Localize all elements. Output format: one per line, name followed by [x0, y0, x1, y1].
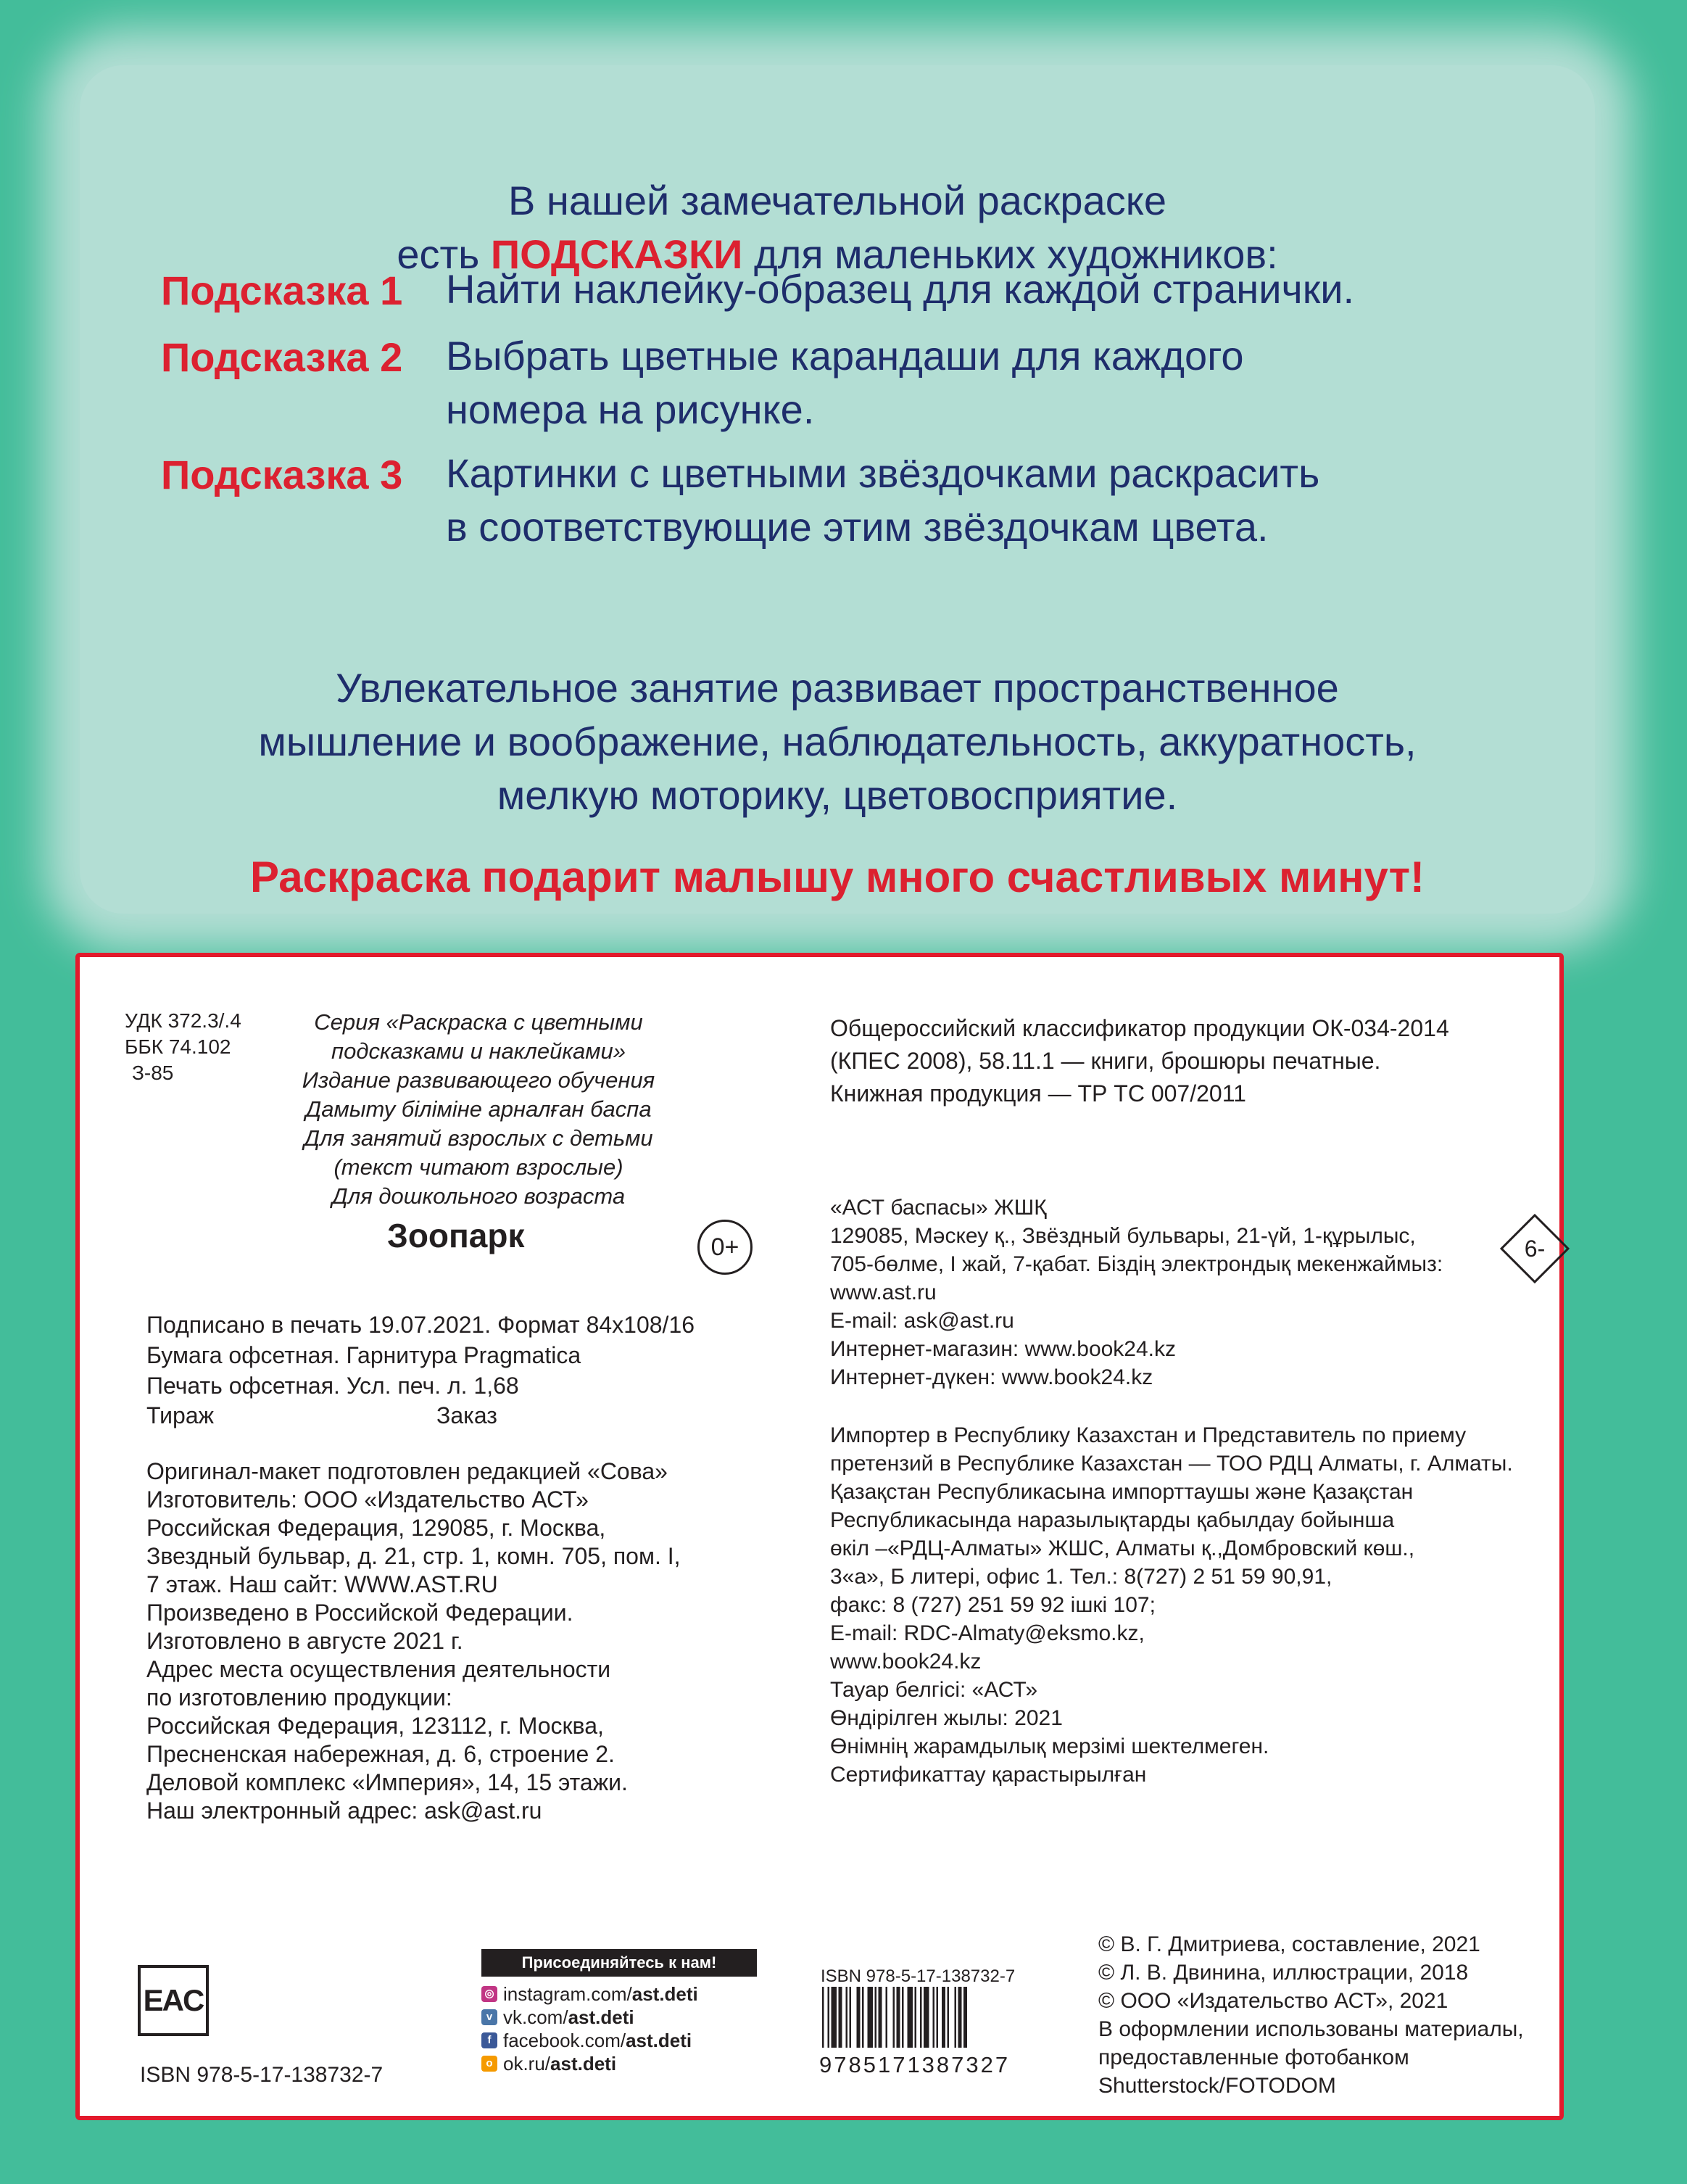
barcode-isbn: ISBN 978-5-17-138732-7: [821, 1966, 1016, 1986]
barcode-bar: [963, 1987, 967, 2048]
kz-line: Интернет-дүкен: www.book24.kz: [830, 1365, 1153, 1389]
benefits-line-3: мелкую моторику, цветовосприятие.: [497, 772, 1178, 818]
social-prefix: vk.com/: [503, 2006, 568, 2028]
series-line: подсказками и наклейками»: [331, 1038, 626, 1064]
copyright-block: [1098, 1930, 1524, 2100]
social-link-facebook[interactable]: [481, 2029, 692, 2052]
maker-line: Российская Федерация, 123112, г. Москва,: [146, 1713, 604, 1739]
importer-line: Республикасында наразылықтарды қабылдау бойынша: [830, 1508, 1395, 1532]
barcode-bar: [948, 1987, 950, 2048]
intro-prefix: есть: [397, 231, 491, 277]
barcode-bar: [942, 1987, 945, 2048]
barcode-bar: [886, 1987, 888, 2048]
maker-line: Деловой комплекс «Империя», 14, 15 этажи.: [146, 1769, 628, 1795]
benefits-line-2: мышление и воображение, наблюдательность, аккуратность,: [258, 719, 1417, 764]
barcode-bar: [915, 1987, 917, 2048]
kz-publisher-block: [830, 1194, 1443, 1391]
benefits-line-1: Увлекательное занятие развивает пространственное: [336, 665, 1339, 711]
ok-icon: o: [481, 2056, 497, 2072]
intro-accent: ПОДСКАЗКИ: [490, 231, 743, 277]
importer-line: Сертификаттау қарастырылған: [830, 1763, 1147, 1787]
isbn: ISBN 978-5-17-138732-7: [140, 2063, 384, 2087]
series-line: Издание развивающего обучения: [302, 1067, 655, 1093]
benefits-paragraph: [80, 661, 1595, 822]
social-prefix: facebook.com/: [503, 2030, 626, 2051]
classifier-block: [830, 1012, 1449, 1110]
kz-line: Интернет-магазин: www.book24.kz: [830, 1337, 1177, 1361]
series-line: Серия «Раскраска с цветными: [314, 1009, 643, 1035]
social-prefix: instagram.com/: [503, 1983, 632, 2005]
hint-2-text: [446, 329, 1244, 437]
barcode-bar: [862, 1987, 864, 2048]
series-line: (текст читают взрослые): [333, 1154, 623, 1180]
barcode-bar: [828, 1987, 830, 2048]
social-prefix: ok.ru/: [503, 2053, 551, 2075]
barcode-bar: [839, 1987, 842, 2048]
series-block: [254, 1008, 703, 1211]
hint-1-label: Подсказка 1: [161, 268, 403, 313]
eac-mark: EAC: [138, 1965, 209, 2036]
kz-line: 129085, Мәскеу қ., Звёздный бульвары, 21-үй, 1-құрылыс,: [830, 1224, 1416, 1248]
author-mark: З-85: [132, 1062, 174, 1084]
social-handle: ast.deti: [626, 2030, 692, 2051]
social-link-ok[interactable]: [481, 2052, 616, 2075]
hint-2-line-1: Выбрать цветные карандаши для каждого: [446, 333, 1244, 379]
maker-line: Звездный бульвар, д. 21, стр. 1, комн. 705, пом. I,: [146, 1543, 681, 1569]
copyright-line: © В. Г. Дмитриева, составление, 2021: [1098, 1932, 1480, 1956]
udk-block: [125, 1008, 241, 1086]
book-title: Зоопарк: [387, 1217, 525, 1254]
print-run-label: Тираж: [146, 1402, 215, 1428]
barcode-bar: [897, 1987, 900, 2048]
barcode-bar: [958, 1987, 962, 2048]
hint-1-text: [446, 262, 1354, 316]
copyright-line: предоставленные фотобанком: [1098, 2046, 1409, 2069]
maker-line: Пресненская набережная, д. 6, строение 2.: [146, 1741, 615, 1767]
vk-icon: v: [481, 2009, 497, 2025]
instagram-icon: ◎: [481, 1986, 497, 2002]
barcode-bar: [924, 1987, 929, 2048]
maker-line: Изготовитель: ООО «Издательство АСТ»: [146, 1486, 589, 1513]
print-details: [146, 1310, 695, 1401]
barcode-bar: [850, 1987, 852, 2048]
slogan: Раскраска подарит малышу много счастливых минут!: [250, 853, 1425, 901]
series-line: Для дошкольного возраста: [331, 1183, 626, 1209]
barcode-bar: [822, 1987, 824, 2048]
barcode-bar: [933, 1987, 935, 2048]
join-us-banner: Присоединяйтесь к нам!: [481, 1949, 757, 1977]
importer-line: Тауар белгісі: «АСТ»: [830, 1678, 1038, 1702]
social-link-instagram[interactable]: [481, 1982, 698, 2006]
kz-line: www.ast.ru: [830, 1281, 937, 1304]
barcode-bar: [875, 1987, 877, 2048]
importer-line: 3«а», Б литері, офис 1. Тел.: 8(727) 2 51 59 90,91,: [830, 1565, 1332, 1589]
maker-line: Адрес места осуществления деятельности: [146, 1656, 611, 1682]
social-handle: ast.deti: [550, 2053, 617, 2075]
age-rating-badge: 0+: [697, 1220, 753, 1275]
hint-3-text: [446, 447, 1319, 554]
barcode-bar: [955, 1987, 957, 2048]
classifier-line: Общероссийский классификатор продукции ОК-034-2014: [830, 1015, 1449, 1041]
maker-line: 7 этаж. Наш сайт: WWW.AST.RU: [146, 1571, 498, 1597]
importer-line: Импортер в Республику Казахстан и Представитель по приему: [830, 1423, 1467, 1447]
print-line: Печать офсетная. Усл. печ. л. 1,68: [146, 1373, 519, 1399]
barcode-bar: [879, 1987, 882, 2048]
importer-line: претензий в Республике Казахстан — ТОО РДЦ Алматы, г. Алматы.: [830, 1452, 1513, 1476]
importer-line: өкіл –«РДЦ-Алматы» ЖШС, Алматы қ.,Домбровский көш.,: [830, 1536, 1415, 1560]
barcode: [819, 1987, 1037, 2048]
hint-3-line-1: Картинки с цветными звёздочками раскрасить: [446, 450, 1320, 496]
social-handle: ast.deti: [631, 1983, 698, 2005]
age-rating-kz-badge: [1500, 1214, 1570, 1283]
barcode-bar: [937, 1987, 939, 2048]
print-line: Подписано в печать 19.07.2021. Формат 84х108/16: [146, 1312, 695, 1338]
classifier-line: Книжная продукция — ТР ТС 007/2011: [830, 1080, 1246, 1107]
barcode-bar: [857, 1987, 861, 2048]
age-rating-kz-text: 6-: [1524, 1236, 1546, 1262]
importer-line: E-mail: RDC-Almaty@eksmo.kz,: [830, 1621, 1145, 1645]
maker-line: Произведено в Российской Федерации.: [146, 1600, 573, 1626]
udk-line: УДК 372.3/.4: [125, 1009, 241, 1032]
copyright-line: Shutterstock/FOTODOM: [1098, 2074, 1336, 2098]
maker-line: по изготовлению продукции:: [146, 1684, 452, 1711]
classifier-line: (КПЕС 2008), 58.11.1 — книги, брошюры печатные.: [830, 1048, 1381, 1074]
promo-panel: [80, 65, 1595, 914]
maker-line: Оригинал-макет подготовлен редакцией «Сова»: [146, 1458, 668, 1484]
barcode-bar: [902, 1987, 904, 2048]
importer-line: факс: 8 (727) 251 59 92 ішкі 107;: [830, 1593, 1156, 1617]
intro-suffix: для маленьких художников:: [742, 231, 1278, 277]
barcode-bar: [846, 1987, 848, 2048]
series-line: Для занятий взрослых с детьми: [304, 1125, 653, 1151]
imprint-panel: [75, 953, 1564, 2120]
barcode-bar: [832, 1987, 837, 2048]
barcode-bar: [893, 1987, 895, 2048]
copyright-line: © Л. В. Двинина, иллюстрации, 2018: [1098, 1961, 1469, 1985]
hint-2-label: Подсказка 2: [161, 334, 403, 380]
hint-3-label: Подсказка 3: [161, 452, 403, 497]
bbk-line: ББК 74.102: [125, 1035, 231, 1058]
print-line: Бумага офсетная. Гарнитура Pragmatica: [146, 1342, 581, 1368]
barcode-bar: [920, 1987, 922, 2048]
barcode-bar: [868, 1987, 874, 2048]
importer-line: Қазақстан Республикасына импорттаушы және Қазақстан: [830, 1480, 1414, 1504]
barcode-bar: [908, 1987, 913, 2048]
kz-line: E-mail: ask@ast.ru: [830, 1309, 1014, 1333]
importer-line: Өндірілген жылы: 2021: [830, 1706, 1063, 1730]
facebook-icon: f: [481, 2032, 497, 2048]
hint-1-line-1: Найти наклейку-образец для каждой странички.: [446, 266, 1355, 312]
maker-line: Изготовлено в августе 2021 г.: [146, 1628, 463, 1654]
copyright-line: © ООО «Издательство АСТ», 2021: [1098, 1989, 1448, 2013]
importer-line: www.book24.kz: [830, 1650, 982, 1674]
kz-line: 705-бөлме, I жай, 7-қабат. Біздің электрондық мекенжаймыз:: [830, 1252, 1443, 1276]
maker-line: Наш электронный адрес: ask@ast.ru: [146, 1798, 542, 1824]
social-handle: ast.deti: [568, 2006, 634, 2028]
order-label: Заказ: [436, 1402, 497, 1428]
series-line: Дамыту біліміне арналған баспа: [305, 1096, 652, 1122]
intro-line-1: В нашей замечательной раскраске: [507, 178, 1166, 223]
copyright-line: В оформлении использованы материалы,: [1098, 2017, 1524, 2041]
hint-2-line-2: номера на рисунке.: [446, 386, 815, 432]
kz-line: «АСТ баспасы» ЖШҚ: [830, 1196, 1047, 1220]
importer-line: Өнімнің жарамдылық мерзімі шектелмеген.: [830, 1734, 1269, 1758]
hint-3-line-2: в соответствующие этим звёздочкам цвета.: [446, 504, 1269, 550]
social-link-vk[interactable]: [481, 2006, 634, 2029]
barcode-digits: 9785171387327: [819, 2052, 1011, 2077]
importer-block: [830, 1421, 1513, 1789]
maker-line: Российская Федерация, 129085, г. Москва,: [146, 1515, 606, 1541]
manufacturer-block: [146, 1457, 681, 1825]
